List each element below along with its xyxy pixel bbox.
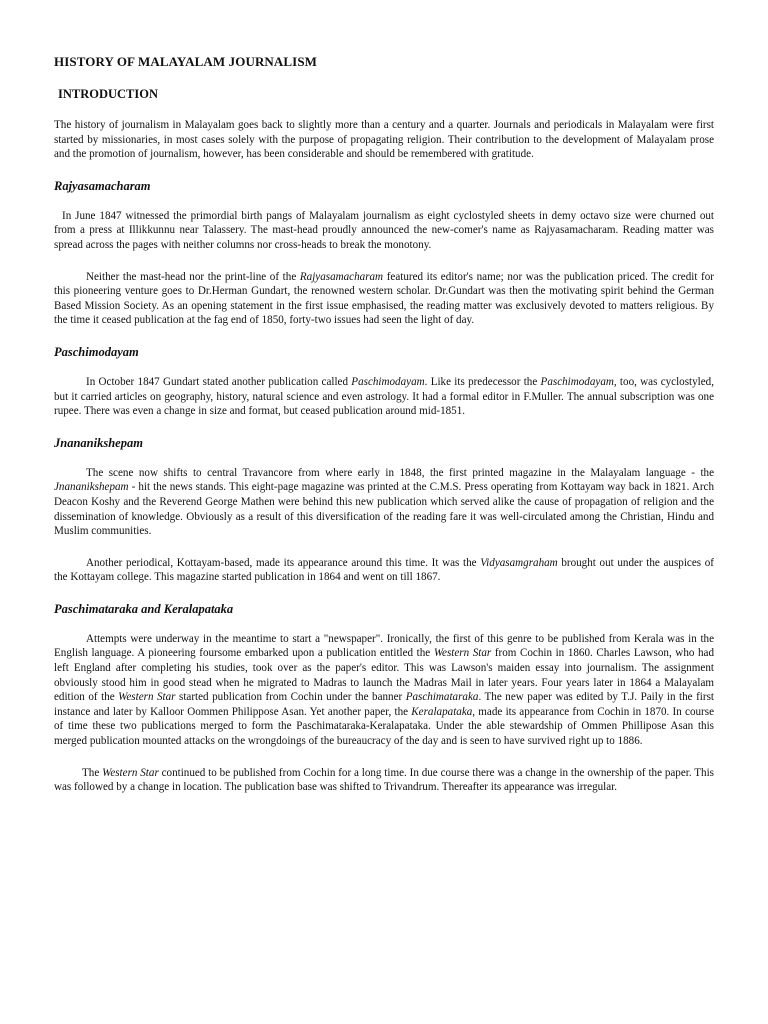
jnananikshepam-heading: Jnananikshepam (54, 435, 143, 450)
introduction-heading: INTRODUCTION (58, 87, 159, 101)
text-run: featured its editor's name; nor was the publication priced. The credit for this pioneering venture goes to Dr.Herman Gundart, the renowned western scholar. Dr.Gundart was then the motivating spirit behind the German Based Mission Society. As an opening statement in the first issue emphasised, the reading matter was exclusively devoted to matters religious. By the time it ceased publication at the fag end of 1850, forty-two issues had seen the light of day. (54, 270, 714, 327)
italic-title: Jnananikshepam (54, 481, 129, 494)
italic-title: Rajyasamacharam (299, 270, 384, 283)
italic-title: Paschimodayam, (540, 375, 617, 388)
introduction-paragraph: The history of journalism in Malayalam goes back to slightly more than a century and a quarter. Journals and periodicals in Malayalam were first started by missionaries, in most cases solely with the purpose of propagating religion. Their contribution to the development of Malayalam prose and the promotion of journalism, however, has been considerable and should be remembered with gratitude. (54, 119, 714, 161)
italic-title: Western Star (118, 691, 176, 704)
text-run: brought out under the auspices of the Kottayam college. This magazine started publication in 1864 and went on till 1867. (54, 556, 714, 584)
text-run: continued to be published from Cochin for a long time. In due course there was a change in the ownership of the paper. This was followed by a change in location. The publication base was shifted to Trivandrum. Thereafter its appearance was irregular. (54, 766, 714, 794)
paschimodayam-paragraph-1 (54, 375, 714, 419)
paschimodayam-heading: Paschimodayam (54, 344, 139, 359)
rajyasamacharam-paragraph-1: In June 1847 witnessed the primordial birth pangs of Malayalam journalism as eight cyclostyled sheets in demy octavo size were churned out from a press at Illikkunnu near Talassery. The mast-head proudly announced the new-comer's name as Rajyasamacharam. Reading matter was spread across the pages with neither columns nor cross-heads to break the monotony. (54, 209, 714, 251)
text-run: - hit the news stands. This eight-page magazine was printed at the C.M.S. Press operating from Kottayam way back in 1821. Arch Deacon Koshy and the Reverend George Mathen were behind this new publication which served alike the cause of propagation of religion and the dissemination of knowledge. Obviously as a result of this diversification of the reading fare it was well-circulated among the Christian, Hindu and Muslim communities. (54, 481, 714, 538)
rajyasamacharam-paragraph-2 (54, 270, 714, 328)
text-run: Attempts were underway in the meantime to start a "newspaper". Ironically, the first of this genre to be published from Kerala was in the English language. A pioneering foursome embarked upon a publication entitled the (54, 632, 714, 660)
text-run: Neither the mast-head nor the print-line of the (86, 270, 300, 283)
text-run: The scene now shifts to central Travancore from where early in 1848, the first printed magazine in the Malayalam language - the (86, 466, 714, 479)
italic-title: Western Star (433, 647, 492, 660)
text-run: too, was cyclostyled, but it carried articles on geography, history, natural science and even astrology. It had a formal editor in F.Muller. The annual subscription was one rupee. There was even a change in size and format, but ceased publication around mid-1851. (54, 375, 714, 418)
text-run: from Cochin in 1860. Charles Lawson, who had left England after completing his studies, took over as the paper's editor. This was Lawson's maiden essay into journalism. The assignment obviously stood him in good stead when he migrated to Madras to launch the Madras Mail in later years. Four years later in 1864 a Malayalam edition of the (54, 647, 715, 704)
italic-title: Vidyasamgraham (480, 556, 558, 569)
italic-title: Western Star (102, 766, 159, 779)
text-run: . The new paper was edited by T.J. Paily in the first instance and later by Kalloor Oommen Philippose Asan. Yet another paper, the (54, 691, 714, 718)
document-title: HISTORY OF MALAYALAM JOURNALISM (54, 54, 318, 69)
text-run: started publication from Cochin under the banner (175, 691, 406, 704)
text-run: Another periodical, Kottayam-based, made its appearance around this time. It was the (86, 556, 481, 569)
italic-title: Paschimodayam (351, 375, 425, 388)
paschimataraka-paragraph-1 (54, 632, 714, 749)
text-run: , made its appearance from Cochin in 1870. In course of time these two publications merged to form the Paschimataraka-Keralapataka. Under the able stewardship of Ommen Phillipose Asan this merged publication mounted attacks on the wrongdoings of the bureaucracy of the day and is seen to have survived right up to 1886. (54, 705, 714, 748)
rajyasamacharam-heading: Rajyasamacharam (54, 178, 151, 193)
italic-title: Paschimataraka (405, 691, 479, 704)
italic-title: Keralapataka (411, 705, 473, 718)
paschimataraka-heading: Paschimataraka and Keralapataka (54, 601, 234, 616)
text-run: The (82, 766, 103, 779)
jnananikshepam-paragraph-2 (54, 556, 714, 585)
document-page (54, 54, 714, 812)
text-run: In October 1847 Gundart stated another publication called (86, 375, 352, 388)
paschimataraka-paragraph-2 (54, 766, 714, 795)
text-run: . Like its predecessor the (424, 375, 541, 388)
jnananikshepam-paragraph-1 (54, 466, 714, 539)
